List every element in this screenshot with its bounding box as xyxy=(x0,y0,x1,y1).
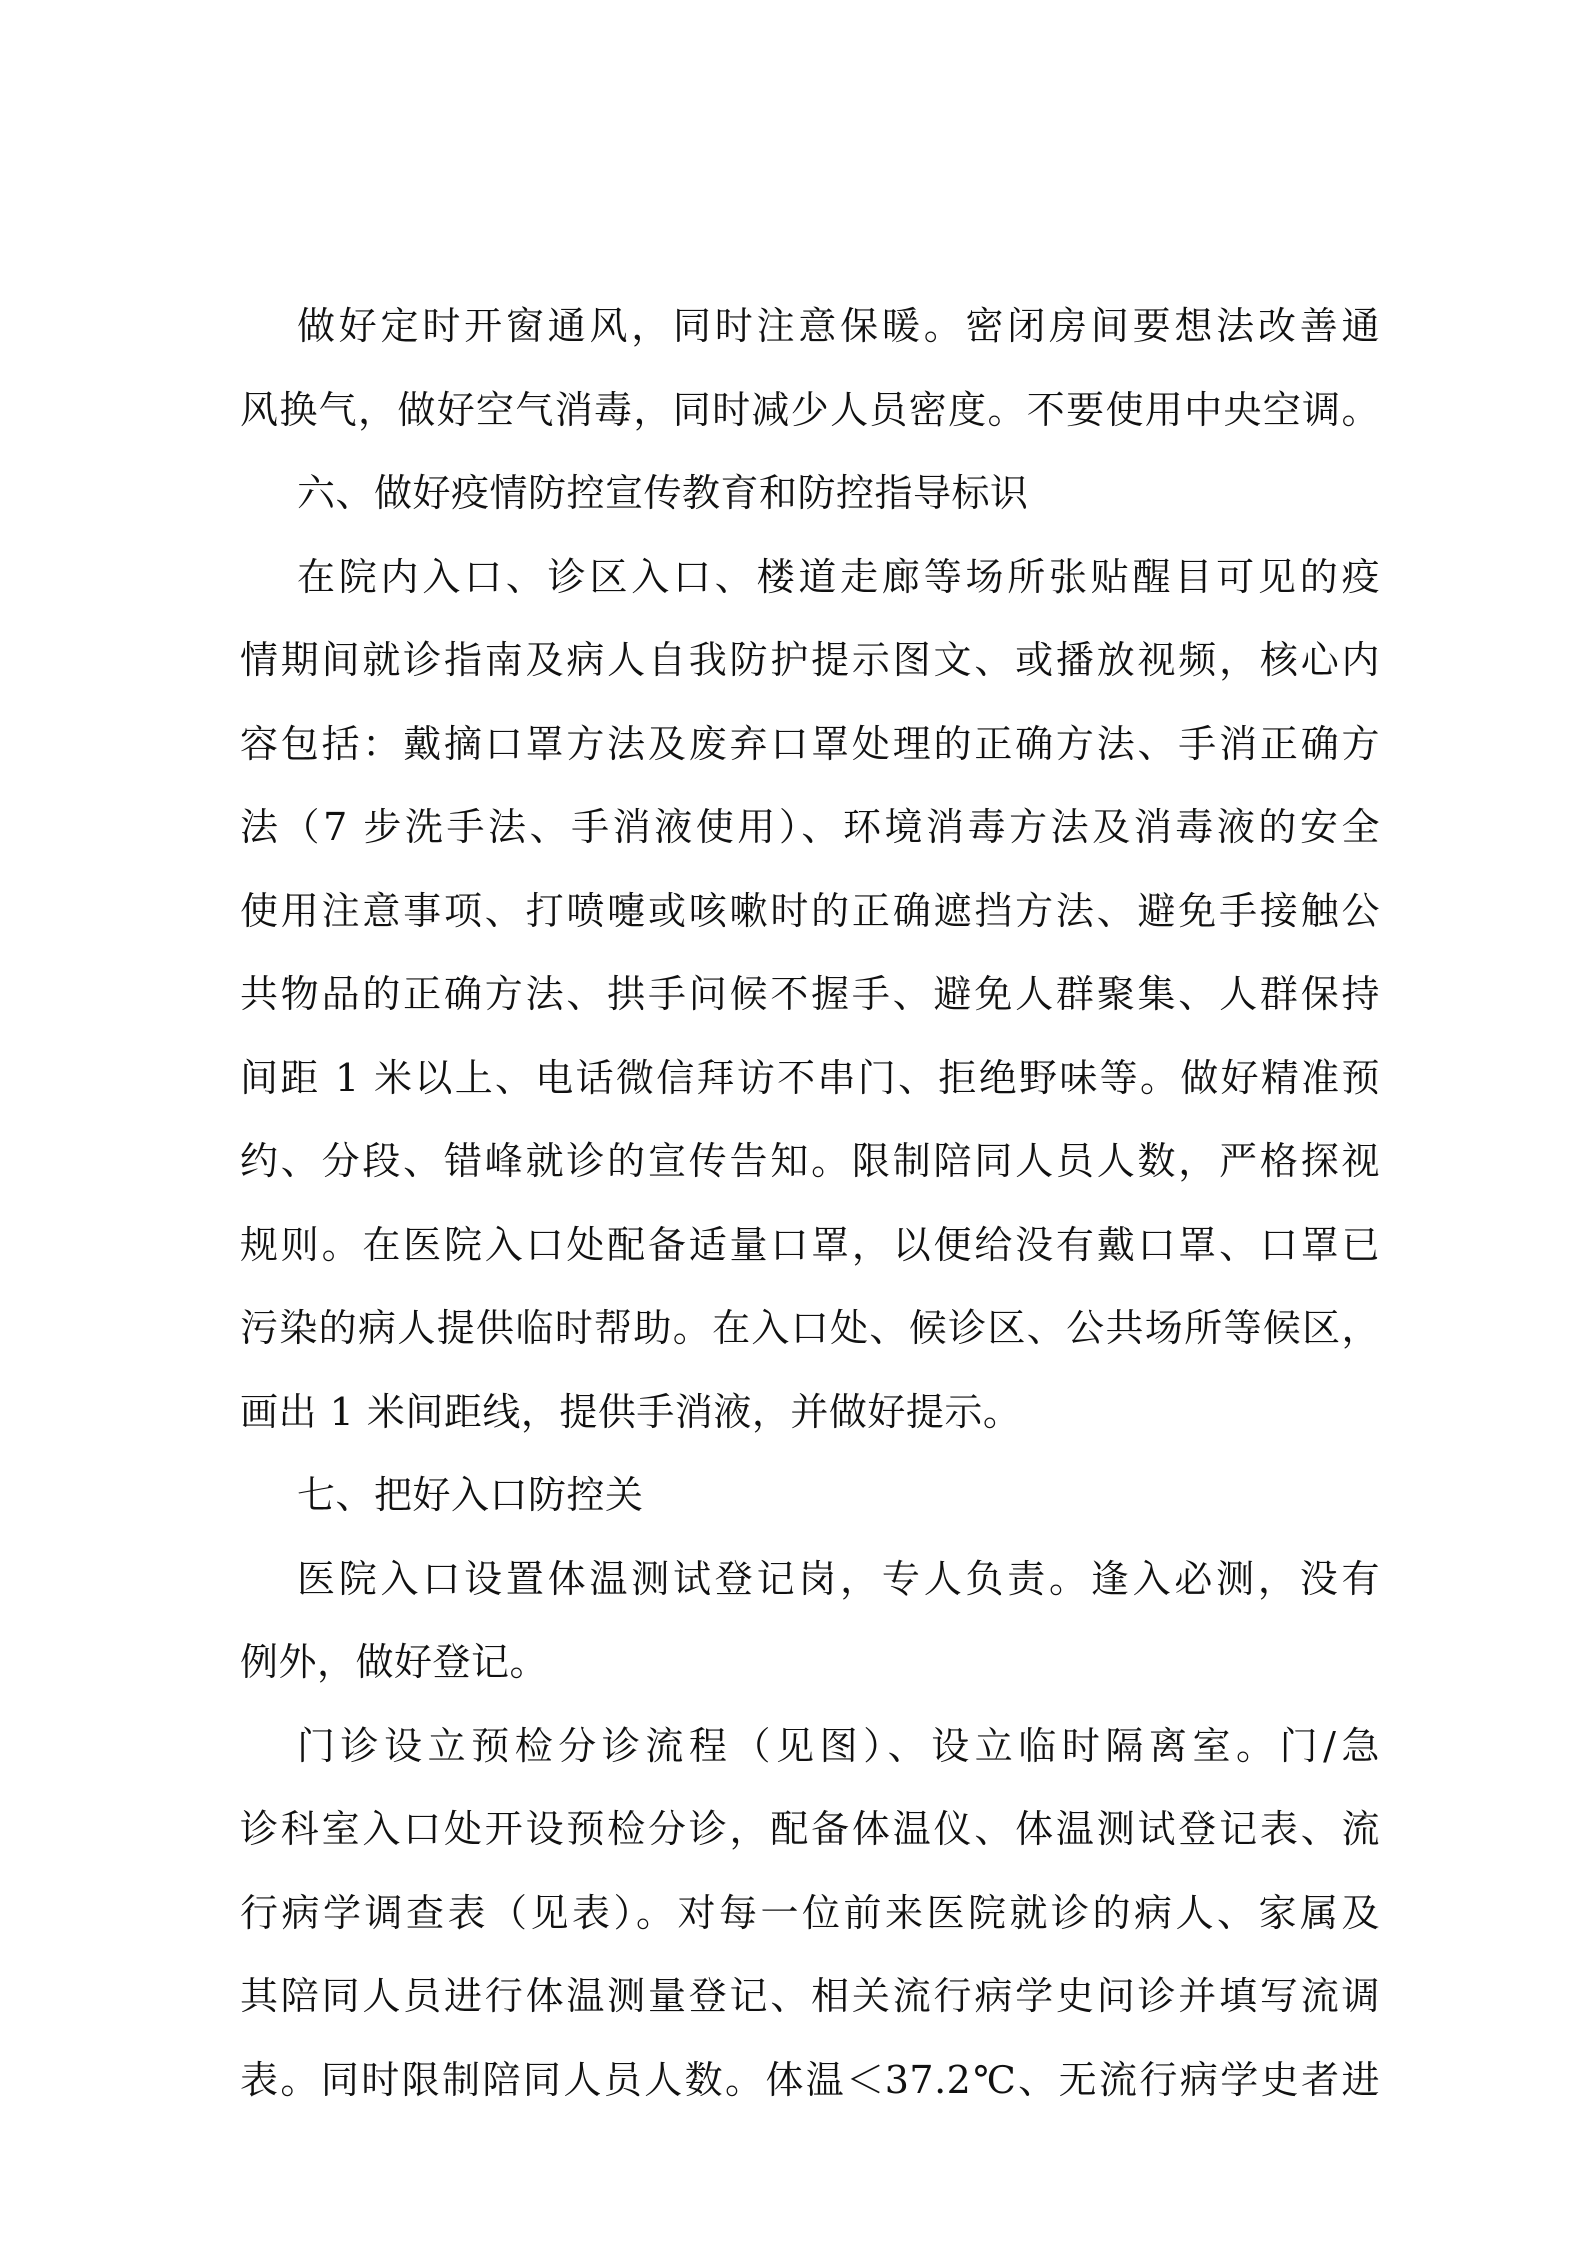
paragraph-line: 风换气，做好空气消毒，同时减少人员密度。不要使用中央空调。 xyxy=(240,387,1380,432)
paragraph-line: 容包括：戴摘口罩方法及废弃口罩处理的正确方法、手消正确方 xyxy=(240,721,1380,766)
paragraph-line: 使用注意事项、打喷嚏或咳嗽时的正确遮挡方法、避免手接触公 xyxy=(240,888,1380,933)
paragraph-line: 约、分段、错峰就诊的宣传告知。限制陪同人员人数，严格探视 xyxy=(240,1139,1380,1183)
paragraph-line: 行病学调查表（见表）。对每一位前来医院就诊的病人、家属及 xyxy=(240,1890,1380,1935)
paragraph-line: 诊科室入口处开设预检分诊，配备体温仪、体温测试登记表、流 xyxy=(240,1807,1380,1851)
paragraph-line: 表。同时限制陪同人员人数。体温＜37.2℃、无流行病学史者进 xyxy=(240,2057,1380,2102)
paragraph-line: 医院入口设置体温测试登记岗，专人负责。逢入必测，没有 xyxy=(297,1556,1380,1601)
paragraph-line: 在院内入口、诊区入口、楼道走廊等场所张贴醒目可见的疫 xyxy=(297,554,1380,599)
paragraph-line: 其陪同人员进行体温测量登记、相关流行病学史问诊并填写流调 xyxy=(240,1974,1380,2018)
paragraph-line: 间距 1 米以上、电话微信拜访不串门、拒绝野味等。做好精准预 xyxy=(240,1055,1380,1100)
paragraph-line: 例外，做好登记。 xyxy=(240,1640,549,1684)
section-heading: 六、做好疫情防控宣传教育和防控指导标识 xyxy=(297,471,1029,515)
document-body xyxy=(240,285,1380,2122)
paragraph-line: 做好定时开窗通风，同时注意保暖。密闭房间要想法改善通 xyxy=(297,304,1380,348)
section-heading: 七、把好入口防控关 xyxy=(297,1473,644,1517)
paragraph-line: 规则。在医院入口处配备适量口罩，以便给没有戴口罩、口罩已 xyxy=(240,1222,1380,1267)
paragraph-line: 法（7 步洗手法、手消液使用）、环境消毒方法及消毒液的安全 xyxy=(240,805,1380,849)
paragraph-line: 门诊设立预检分诊流程（见图）、设立临时隔离室。门/急 xyxy=(297,1723,1380,1768)
paragraph-line: 污染的病人提供临时帮助。在入口处、候诊区、公共场所等候区， xyxy=(240,1306,1380,1350)
paragraph-line: 共物品的正确方法、拱手问候不握手、避免人群聚集、人群保持 xyxy=(240,972,1380,1016)
paragraph-line: 情期间就诊指南及病人自我防护提示图文、或播放视频，核心内 xyxy=(240,638,1380,682)
paragraph-line: 画出 1 米间距线，提供手消液，并做好提示。 xyxy=(240,1389,1022,1434)
